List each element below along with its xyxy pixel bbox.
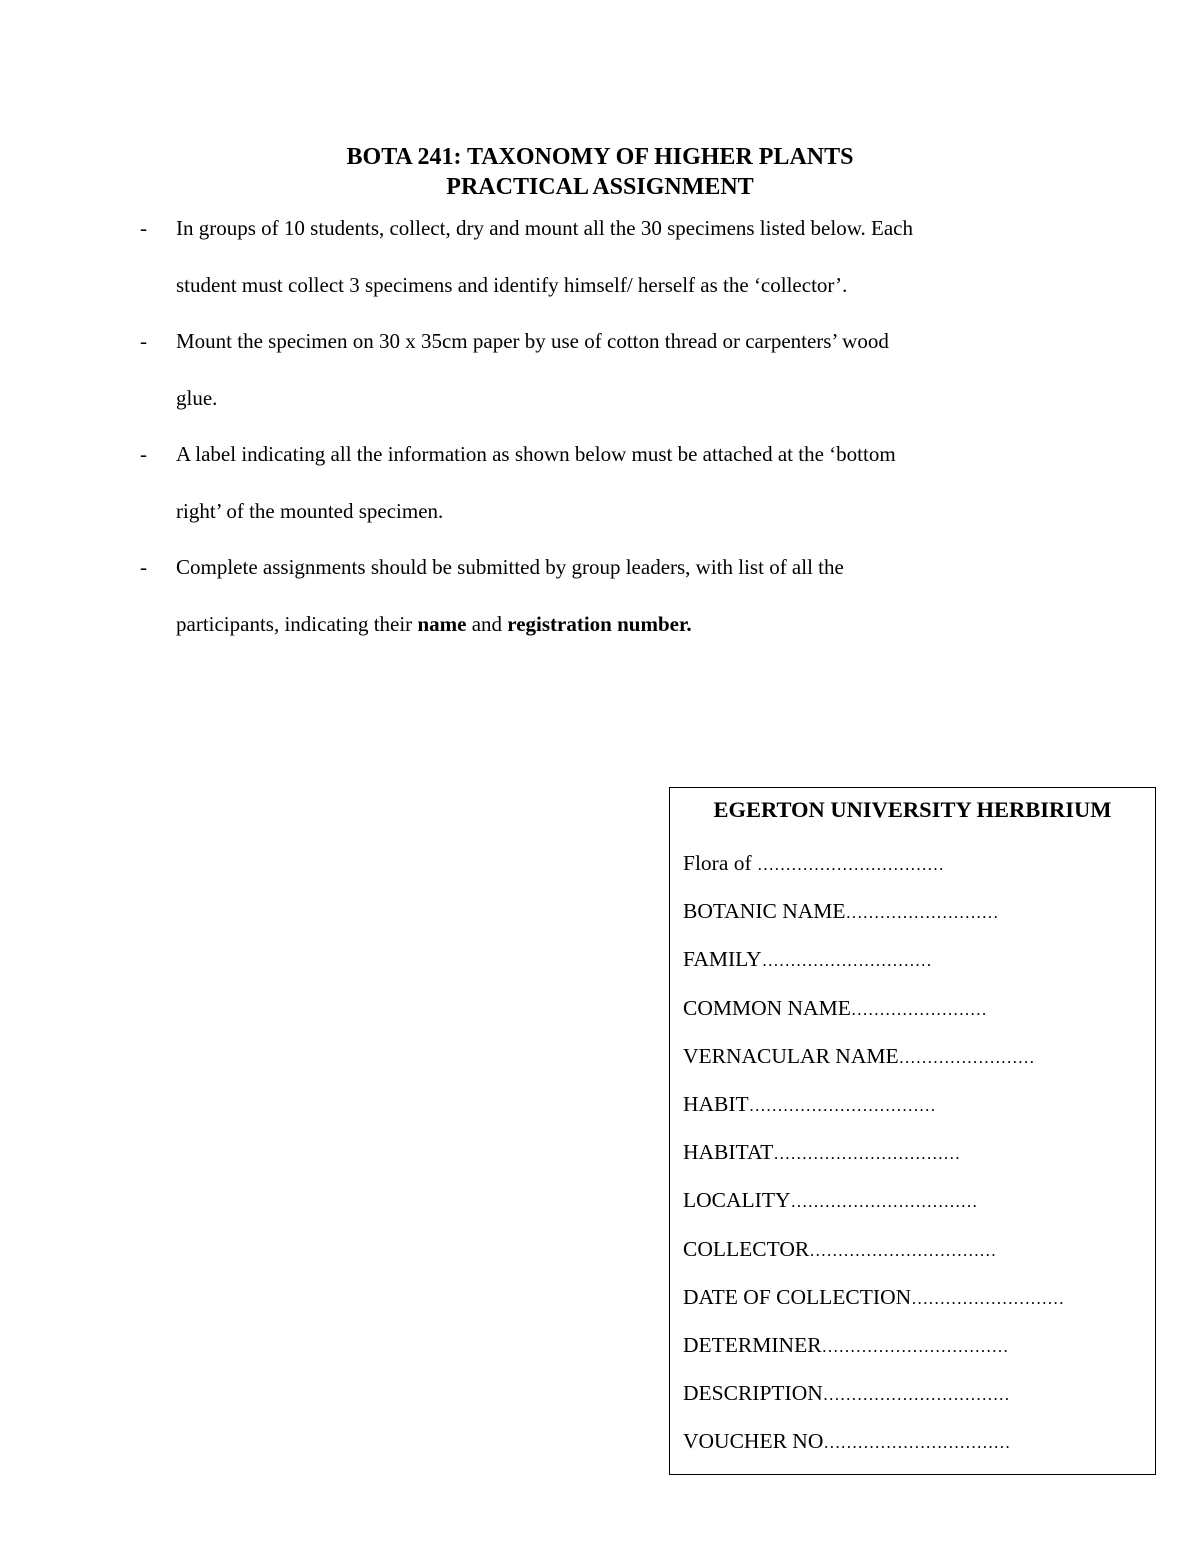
label-field-description: [683, 1370, 1064, 1418]
label-field-collector: [683, 1226, 1064, 1274]
field-dots: ……………………………: [748, 1096, 936, 1116]
label-field-determiner: [683, 1322, 1064, 1370]
label-field-date-of-collection: [683, 1274, 1064, 1322]
label-field-botanic-name: [683, 888, 1064, 936]
field-dots: ……………………: [898, 1047, 1035, 1067]
field-name: VERNACULAR NAME: [683, 1043, 899, 1068]
field-dots: ……………………: [850, 999, 987, 1019]
label-title: EGERTON UNIVERSITY HERBIRIUM: [713, 797, 1112, 822]
field-dots: ………………………: [911, 1288, 1065, 1308]
field-dots: ……………………………: [757, 855, 945, 874]
label-field-list: [683, 840, 1064, 1467]
instruction-line: Mount the specimen on 30 x 35cm paper by use of cotton thread or carpenters’ wood: [176, 329, 889, 353]
page-subtitle: PRACTICAL ASSIGNMENT: [446, 174, 754, 200]
field-name: Flora of: [683, 851, 758, 875]
instruction-item: [140, 200, 1060, 313]
bullet-dash: -: [140, 442, 147, 466]
field-dots: ……………………………: [822, 1385, 1010, 1405]
field-dots: ……………………………: [790, 1192, 978, 1212]
instruction-list: [140, 200, 1060, 652]
instruction-bold-registration: registration number.: [507, 611, 692, 636]
field-name: FAMILY: [683, 947, 762, 972]
instruction-line: Complete assignments should be submitted by group leaders, with list of all the: [176, 555, 844, 579]
field-name: DETERMINER: [683, 1333, 822, 1358]
field-name: VOUCHER NO: [683, 1429, 824, 1454]
instruction-line: A label indicating all the information as shown below must be attached at the ‘bottom: [176, 442, 896, 466]
herbarium-label: [669, 787, 1156, 1475]
label-field-voucher-no: [683, 1418, 1064, 1466]
instruction-line: student must collect 3 specimens and identify himself/ herself as the ‘collector’.: [176, 272, 848, 297]
field-dots: ………………………: [845, 903, 999, 923]
field-name: COMMON NAME: [683, 995, 851, 1020]
field-dots: …………………………: [761, 951, 932, 971]
bullet-dash: -: [140, 329, 147, 353]
field-dots: ……………………………: [823, 1433, 1011, 1453]
instruction-bold-name: name: [417, 611, 467, 636]
field-name: BOTANIC NAME: [683, 899, 846, 924]
field-name: LOCALITY: [683, 1188, 791, 1213]
instruction-item: [140, 313, 1060, 426]
label-field-flora: [683, 840, 1064, 888]
field-dots: ……………………………: [809, 1240, 997, 1260]
instruction-line: glue.: [176, 385, 218, 410]
field-dots: ……………………………: [773, 1144, 961, 1164]
label-field-common-name: [683, 985, 1064, 1033]
bullet-dash: -: [140, 555, 147, 579]
field-name: HABIT: [683, 1092, 749, 1117]
instruction-item: [140, 426, 1060, 539]
instruction-item: [140, 539, 1060, 652]
label-field-habit: [683, 1081, 1064, 1129]
field-name: HABITAT: [683, 1140, 774, 1165]
field-name: DESCRIPTION: [683, 1381, 823, 1406]
label-field-vernacular-name: [683, 1033, 1064, 1081]
instruction-line: [176, 596, 1060, 653]
instruction-text: participants, indicating their: [176, 611, 418, 636]
field-dots: ……………………………: [821, 1337, 1009, 1357]
page-title: BOTA 241: TAXONOMY OF HIGHER PLANTS: [346, 144, 854, 170]
label-field-habitat: [683, 1129, 1064, 1177]
label-field-locality: [683, 1177, 1064, 1225]
instruction-line: right’ of the mounted specimen.: [176, 498, 444, 523]
field-name: DATE OF COLLECTION: [683, 1284, 912, 1309]
bullet-dash: -: [140, 216, 147, 240]
field-name: COLLECTOR: [683, 1236, 810, 1261]
label-field-family: [683, 936, 1064, 984]
instruction-line: In groups of 10 students, collect, dry and mount all the 30 specimens listed below. Each: [176, 216, 913, 240]
instruction-text: and: [466, 611, 508, 636]
